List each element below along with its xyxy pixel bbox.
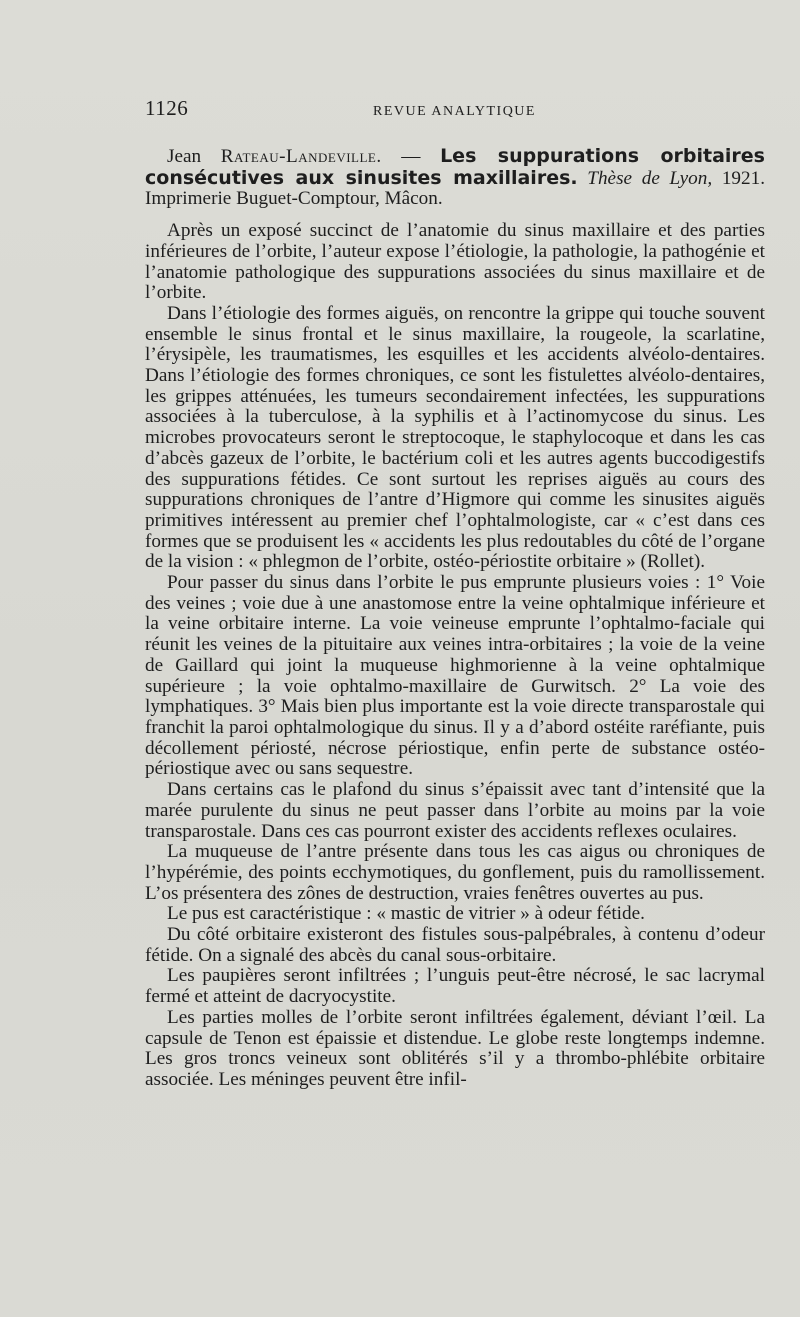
paragraph-sinus-ceiling: Dans certains cas le plafond du sinus s’épaissit avec tant d’intensité que la marée purulente du sinus ne peut passer dans l’orbite au moins par la voie transparostale. Dans ces cas pourront exister des accidents reflexes oculaires. [145, 779, 765, 842]
running-title: REVUE ANALYTIQUE [373, 104, 536, 119]
publisher: Imprimerie Buguet-Comptour, Mâcon. [145, 188, 443, 210]
article-body [145, 146, 765, 1091]
paragraph-soft-tissue: Les parties molles de l’orbite seront infiltrées également, déviant l’œil. La capsule de Tenon est épaissie et distendue. Le globe reste longtemps indemne. Les gros troncs veineux sont oblitérés s’il y a thrombo-phlébite orbitaire associée. Les méninges peuvent être infil- [145, 1006, 765, 1090]
article-title: Les suppurations orbitaires consécutives aux sinusites maxillaires. [145, 145, 765, 189]
paragraph-etiology: Dans l’étiologie des formes aiguës, on rencontre la grippe qui touche souvent ensemble le sinus frontal et le sinus maxillaire, la rougeole, la scarlatine, l’érysipèle, les traumatismes, les esquilles et les accidents alvéolo-dentaires. Dans l’étiologie des formes chroniques, ce sont les fistulettes alvéolo-dentaires, les grippes atténuées, les tumeurs secondairement infectées, les suppurations associées à la tuberculose, à la syphilis et à l’actinomycose du sinus. Les microbes provocateurs seront le streptocoque, le staphylocoque et dans les cas d’abcès gazeux de l’orbite, le bactérium coli et les autres agents buccodigestifs des suppurations fétides. Ce sont surtout les reprises aiguës au cours des suppurations chroniques de l’antre d’Higmore qui comme les sinusites aiguës primitives intéressent au premier chef l’ophtalmologiste, car « c’est dans ces formes que se produisent les « accidents les plus redoutables du côté de l’organe de la vision : « phlegmon de l’orbite, ostéo-périostite orbitaire » (Rollet). [145, 302, 765, 573]
publication-year: 1921. [712, 167, 765, 189]
paragraph-pathways: Pour passer du sinus dans l’orbite le pus emprunte plusieurs voies : 1° Voie des veines ; voie due à une anastomose entre la veine ophtalmique inférieure et la veine orbitaire interne. La voie veineuse emprunte l’ophtalmo-faciale qui réunit les veines de la pituitaire aux veines intra-orbitaires ; la voie de la veine de Gaillard qui joint la muqueuse highmorienne à la veine ophtalmique supérieure ; la voie ophtalmo-maxillaire de Gurwitsch. 2° La voie des lymphatiques. 3° Mais bien plus importante est la voie directe transparostale qui franchit la paroi ophtalmologique du sinus. Il y a d’abord ostéite raréfiante, puis décollement périosté, nécrose périostique, enfin perte de substance ostéo-périostique avec ou sans sequestre. [145, 572, 765, 780]
page-number: 1126 [145, 96, 189, 120]
paragraph-intro: Après un exposé succinct de l’anatomie du sinus maxillaire et des parties inférieures de l’orbite, l’auteur expose l’étiologie, la pathologie, la pathogénie et l’anatomie pathologique des suppurations associées du sinus maxillaire et de l’orbite. [145, 220, 765, 304]
thesis-source: Thèse de Lyon, [587, 167, 713, 189]
review-entry-heading [145, 146, 765, 210]
paragraph-eyelids: Les paupières seront infiltrées ; l’unguis peut-être nécrosé, le sac lacrymal fermé et atteint de dacryocystite. [145, 965, 765, 1008]
title-dash: — [381, 146, 441, 167]
paragraph-pus: Le pus est caractéristique : « mastic de vitrier » à odeur fétide. [167, 903, 645, 925]
author-first-name: Jean [167, 146, 202, 167]
paragraph-fistulas: Du côté orbitaire existeront des fistules sous-palpébrales, à contenu d’odeur fétide. On a signalé des abcès du canal sous-orbitaire. [145, 924, 765, 966]
page-header [145, 96, 762, 126]
author-surname: Rateau-Landeville. [220, 146, 382, 167]
paragraph-mucosa: La muqueuse de l’antre présente dans tous les cas aigus ou chroniques de l’hypérémie, des points ecchymotiques, du gonflement, puis du ramollissement. L’os présentera des zônes de destruction, vraies fenêtres ouvertes au pus. [145, 841, 765, 904]
